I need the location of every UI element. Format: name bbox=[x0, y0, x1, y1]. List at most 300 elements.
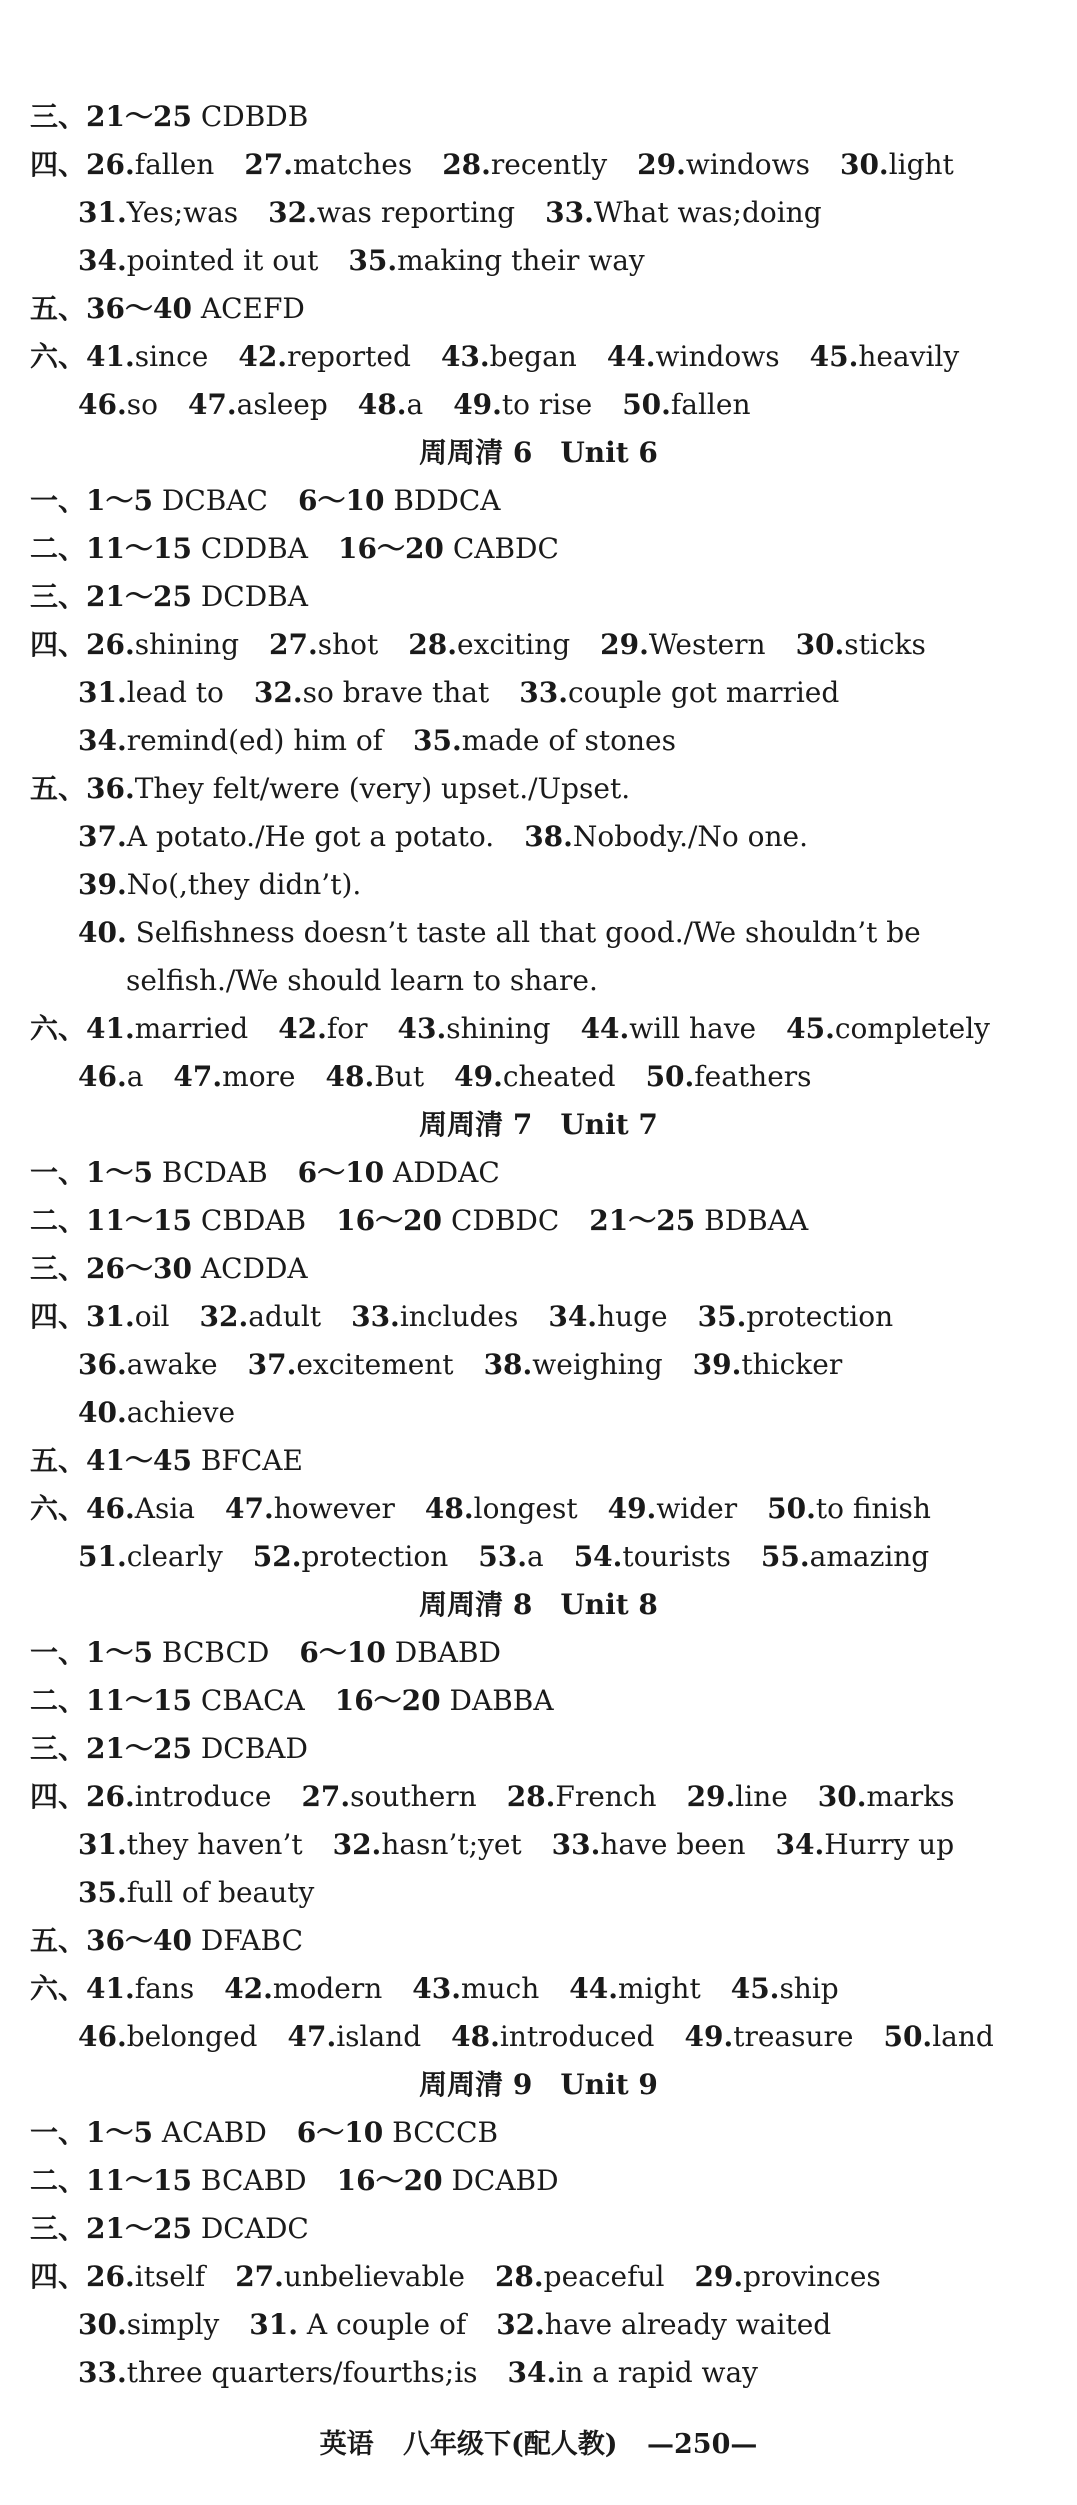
question-number: 33. bbox=[351, 1300, 400, 1333]
section-title: 周周清 7 bbox=[419, 1108, 533, 1141]
section-marker: 四、 bbox=[30, 148, 87, 181]
question-number: 1～5 bbox=[86, 1156, 153, 1189]
answer-item bbox=[287, 2020, 421, 2054]
answer-line bbox=[30, 1252, 308, 1286]
answer-text: tourists bbox=[622, 1540, 731, 1573]
section-heading bbox=[0, 1588, 1077, 1622]
question-number: 6～10 bbox=[297, 484, 385, 517]
answer-item bbox=[637, 148, 810, 182]
answer-item bbox=[268, 196, 515, 230]
section-marker: 一、 bbox=[30, 1636, 87, 1669]
question-number: 39. bbox=[692, 1348, 742, 1381]
question-number: 36. bbox=[86, 772, 135, 805]
answer-item bbox=[86, 1252, 308, 1286]
answer-line bbox=[78, 196, 822, 230]
answer-text: shot bbox=[317, 628, 379, 661]
answer-item bbox=[238, 340, 411, 374]
question-number: 26～30 bbox=[86, 1252, 192, 1285]
answer-item bbox=[451, 2020, 654, 2054]
answer-item bbox=[78, 388, 158, 422]
section-heading bbox=[0, 2068, 1077, 2102]
answer-text: DBABD bbox=[385, 1636, 501, 1669]
answer-text: oil bbox=[134, 1300, 170, 1333]
section-marker: 六、 bbox=[30, 1972, 87, 2005]
section-title: 周周清 9 bbox=[419, 2068, 533, 2101]
answer-text: BDBAA bbox=[695, 1204, 809, 1237]
section-marker: 六、 bbox=[30, 1492, 87, 1525]
question-number: 26. bbox=[86, 148, 135, 181]
question-number: 44. bbox=[569, 1972, 618, 2005]
answer-text: BCABD bbox=[191, 2164, 307, 2197]
section-title: 周周清 8 bbox=[419, 1588, 533, 1621]
answer-text: DCADC bbox=[191, 2212, 309, 2245]
question-number: 31. bbox=[78, 1828, 127, 1861]
answer-text: But bbox=[374, 1060, 425, 1093]
footer-subject: 英语 bbox=[319, 2429, 374, 2460]
answer-line bbox=[30, 772, 630, 806]
answer-line bbox=[30, 2212, 309, 2246]
answer-item bbox=[694, 2260, 880, 2294]
question-number: 49. bbox=[453, 388, 502, 421]
answer-text: achieve bbox=[126, 1396, 236, 1429]
answer-text: French bbox=[555, 1780, 657, 1813]
answer-text: selfish./We should learn to share. bbox=[126, 964, 598, 997]
answer-item bbox=[86, 1972, 194, 2006]
footer-page-number: —250— bbox=[647, 2429, 758, 2460]
answer-item bbox=[78, 244, 318, 278]
question-number: 48. bbox=[424, 1492, 474, 1525]
answer-text: to rise bbox=[501, 388, 593, 421]
answer-item bbox=[786, 1012, 990, 1046]
answer-text: three quarters/fourths;is bbox=[126, 2356, 478, 2389]
answer-text: to finish bbox=[815, 1492, 931, 1525]
answer-text: CABDC bbox=[443, 532, 559, 565]
answer-text: BDDCA bbox=[384, 484, 501, 517]
answer-line bbox=[30, 1492, 931, 1526]
answer-text: feathers bbox=[694, 1060, 812, 1093]
answer-text: windows bbox=[685, 148, 810, 181]
answer-text: pointed it out bbox=[126, 244, 319, 277]
answer-item bbox=[244, 148, 412, 182]
question-number: 1～5 bbox=[86, 2116, 153, 2149]
answer-line bbox=[30, 1012, 990, 1046]
answer-text: wider bbox=[656, 1492, 738, 1525]
question-number: 32. bbox=[268, 196, 317, 229]
question-number: 55. bbox=[760, 1540, 810, 1573]
answer-item bbox=[552, 1828, 746, 1862]
question-number: 37. bbox=[247, 1348, 297, 1381]
question-number: 54. bbox=[573, 1540, 623, 1573]
answer-line bbox=[78, 1876, 314, 1910]
question-number: 21～25 bbox=[589, 1204, 696, 1237]
answer-item bbox=[883, 2020, 993, 2054]
answer-text: itself bbox=[134, 2260, 206, 2293]
answer-text: No(,they didn’t). bbox=[126, 868, 362, 901]
answer-item bbox=[269, 628, 378, 662]
question-number: 11～15 bbox=[86, 532, 192, 565]
answer-item bbox=[698, 1300, 894, 1334]
answer-item bbox=[86, 1444, 303, 1478]
answer-item bbox=[86, 2116, 267, 2150]
section-marker: 四、 bbox=[30, 1780, 87, 1813]
section-marker: 一、 bbox=[30, 484, 87, 517]
answer-item bbox=[225, 1492, 395, 1526]
answer-line bbox=[78, 868, 361, 902]
answer-text: sticks bbox=[844, 628, 926, 661]
answer-item bbox=[78, 916, 921, 950]
answer-text: was reporting bbox=[316, 196, 516, 229]
answer-line bbox=[78, 916, 921, 950]
answer-line bbox=[78, 1348, 842, 1382]
answer-item bbox=[348, 244, 644, 278]
question-number: 30. bbox=[795, 628, 845, 661]
answer-line bbox=[30, 1156, 500, 1190]
answer-text: simply bbox=[126, 2308, 220, 2341]
answer-line bbox=[30, 292, 305, 326]
question-number: 35. bbox=[697, 1300, 747, 1333]
question-number: 48. bbox=[357, 388, 407, 421]
answer-text: unbelievable bbox=[283, 2260, 465, 2293]
answer-text: they haven’t bbox=[126, 1828, 303, 1861]
answer-item bbox=[589, 1204, 808, 1238]
answer-item bbox=[622, 388, 750, 422]
answer-item bbox=[454, 1060, 615, 1094]
question-number: 32. bbox=[199, 1300, 249, 1333]
section-unit: Unit 8 bbox=[560, 1588, 658, 1621]
answer-text: remind(ed) him of bbox=[126, 724, 384, 757]
answer-text: BCDAB bbox=[152, 1156, 268, 1189]
section-marker: 五、 bbox=[30, 292, 87, 325]
answer-item bbox=[646, 1060, 812, 1094]
answer-item bbox=[507, 1780, 657, 1814]
answer-text: have been bbox=[600, 1828, 746, 1861]
question-number: 21～25 bbox=[86, 1732, 192, 1765]
answer-line bbox=[30, 1204, 808, 1238]
answer-item bbox=[86, 1684, 305, 1718]
answer-item bbox=[86, 1732, 308, 1766]
answer-text: weighing bbox=[532, 1348, 663, 1381]
answer-text: excitement bbox=[296, 1348, 454, 1381]
answer-text: DCDBA bbox=[191, 580, 308, 613]
question-number: 6～10 bbox=[296, 2116, 384, 2149]
section-marker: 四、 bbox=[30, 1300, 87, 1333]
answer-item bbox=[254, 676, 489, 710]
answer-item bbox=[200, 1300, 322, 1334]
question-number: 47. bbox=[224, 1492, 274, 1525]
answer-text: might bbox=[618, 1972, 701, 2005]
question-number: 47. bbox=[287, 2020, 337, 2053]
answer-text: hasn’t;yet bbox=[381, 1828, 522, 1861]
section-marker: 四、 bbox=[30, 2260, 87, 2293]
answer-text: exciting bbox=[457, 628, 571, 661]
answer-item bbox=[78, 1348, 218, 1382]
answer-line bbox=[30, 100, 308, 134]
question-number: 43. bbox=[397, 1012, 447, 1045]
answer-item bbox=[86, 484, 268, 518]
answer-text: thicker bbox=[741, 1348, 843, 1381]
answer-item bbox=[412, 1972, 539, 2006]
answer-item bbox=[86, 2212, 309, 2246]
answer-item bbox=[299, 1636, 501, 1670]
answer-item bbox=[333, 1828, 522, 1862]
answer-text: BCCCB bbox=[383, 2116, 499, 2149]
answer-item bbox=[413, 724, 676, 758]
question-number: 32. bbox=[496, 2308, 545, 2341]
answer-item bbox=[248, 1348, 454, 1382]
answer-line bbox=[30, 2260, 881, 2294]
answer-text: DCABD bbox=[442, 2164, 559, 2197]
answer-line bbox=[30, 1636, 501, 1670]
question-number: 42. bbox=[224, 1972, 273, 2005]
answer-line bbox=[126, 964, 598, 998]
question-number: 37. bbox=[78, 820, 127, 853]
answer-text: since bbox=[134, 340, 209, 373]
answer-text: includes bbox=[399, 1300, 519, 1333]
question-number: 41～45 bbox=[86, 1444, 192, 1477]
section-marker: 五、 bbox=[30, 1444, 87, 1477]
answer-line bbox=[78, 2308, 831, 2342]
answer-text: A potato./He got a potato. bbox=[126, 820, 495, 853]
answer-text: land bbox=[932, 2020, 994, 2053]
section-marker: 四、 bbox=[30, 628, 87, 661]
answer-item bbox=[840, 148, 954, 182]
answer-text: BCBCD bbox=[152, 1636, 270, 1669]
answer-item bbox=[78, 1396, 235, 1430]
question-number: 49. bbox=[454, 1060, 503, 1093]
section-marker: 二、 bbox=[30, 2164, 87, 2197]
answer-text: BFCAE bbox=[191, 1444, 303, 1477]
answer-item bbox=[78, 676, 224, 710]
question-number: 29. bbox=[600, 628, 649, 661]
answer-item bbox=[574, 1540, 731, 1574]
answer-item bbox=[253, 1540, 449, 1574]
answer-text: light bbox=[888, 148, 954, 181]
answer-item bbox=[86, 1012, 248, 1046]
question-number: 41. bbox=[86, 340, 135, 373]
answer-item bbox=[818, 1780, 955, 1814]
page-footer bbox=[0, 2428, 1077, 2462]
question-number: 33. bbox=[545, 196, 594, 229]
question-number: 29. bbox=[637, 148, 686, 181]
section-unit: Unit 9 bbox=[560, 2068, 658, 2101]
question-number: 50. bbox=[645, 1060, 695, 1093]
answer-item bbox=[776, 1828, 955, 1862]
section-unit: Unit 7 bbox=[560, 1108, 658, 1141]
answer-text: longest bbox=[473, 1492, 578, 1525]
question-number: 50. bbox=[767, 1492, 816, 1525]
answer-item bbox=[86, 340, 208, 374]
question-number: 31. bbox=[249, 2308, 299, 2341]
question-number: 30. bbox=[817, 1780, 867, 1813]
answer-line bbox=[30, 580, 308, 614]
answer-item bbox=[78, 2356, 478, 2390]
answer-text: ADDAC bbox=[384, 1156, 500, 1189]
answer-text: Western bbox=[648, 628, 766, 661]
question-number: 51. bbox=[78, 1540, 127, 1573]
answer-text: shining bbox=[446, 1012, 551, 1045]
question-number: 21～25 bbox=[86, 2212, 192, 2245]
section-marker: 六、 bbox=[30, 1012, 87, 1045]
question-number: 1～5 bbox=[86, 1636, 153, 1669]
answer-item bbox=[326, 1060, 425, 1094]
answer-item bbox=[173, 1060, 295, 1094]
answer-item bbox=[767, 1492, 931, 1526]
answer-text: so bbox=[126, 388, 158, 421]
question-number: 45. bbox=[786, 1012, 835, 1045]
answer-text: ACDDA bbox=[191, 1252, 308, 1285]
question-number: 16～20 bbox=[336, 1204, 443, 1237]
question-number: 48. bbox=[451, 2020, 500, 2053]
answer-item bbox=[86, 628, 239, 662]
question-number: 33. bbox=[78, 2356, 127, 2389]
answer-item bbox=[78, 1876, 314, 1910]
answer-item bbox=[298, 1156, 500, 1190]
question-number: 41. bbox=[86, 1012, 135, 1045]
answer-text: What was;doing bbox=[593, 196, 822, 229]
answer-item bbox=[496, 2308, 831, 2342]
answer-line bbox=[30, 1924, 303, 1958]
answer-item bbox=[336, 1204, 559, 1238]
answer-text: ACEFD bbox=[191, 292, 305, 325]
answer-item bbox=[301, 1780, 476, 1814]
answer-text: heavily bbox=[858, 340, 960, 373]
answer-text: much bbox=[460, 1972, 540, 2005]
question-number: 44. bbox=[580, 1012, 630, 1045]
question-number: 21～25 bbox=[86, 100, 192, 133]
answer-item bbox=[78, 868, 361, 902]
question-number: 28. bbox=[442, 148, 491, 181]
answer-text: windows bbox=[655, 340, 780, 373]
question-number: 21～25 bbox=[86, 580, 192, 613]
answer-item bbox=[297, 2116, 498, 2150]
section-marker: 三、 bbox=[30, 2212, 87, 2245]
answer-item bbox=[78, 1060, 143, 1094]
answer-item bbox=[86, 2164, 307, 2198]
answer-item bbox=[78, 820, 494, 854]
question-number: 40. bbox=[78, 916, 127, 949]
section-heading bbox=[0, 436, 1077, 470]
question-number: 38. bbox=[483, 1348, 533, 1381]
answer-text: a bbox=[527, 1540, 544, 1573]
answer-text: cheated bbox=[502, 1060, 616, 1093]
answer-text: asleep bbox=[236, 388, 328, 421]
question-number: 35. bbox=[348, 244, 398, 277]
answer-item bbox=[545, 196, 822, 230]
section-marker: 三、 bbox=[30, 1252, 87, 1285]
answer-text: awake bbox=[126, 1348, 218, 1381]
question-number: 44. bbox=[606, 340, 656, 373]
answer-item bbox=[298, 484, 500, 518]
answer-text: completely bbox=[834, 1012, 990, 1045]
question-number: 41. bbox=[86, 1972, 135, 2005]
answer-text: DCBAC bbox=[152, 484, 268, 517]
answer-text: recently bbox=[490, 148, 608, 181]
question-number: 46. bbox=[78, 388, 127, 421]
answer-line bbox=[30, 484, 500, 518]
answer-text: shining bbox=[134, 628, 240, 661]
question-number: 26. bbox=[86, 1780, 135, 1813]
question-number: 31. bbox=[78, 676, 127, 709]
answer-line bbox=[78, 244, 645, 278]
section-marker: 五、 bbox=[30, 1924, 87, 1957]
answer-line bbox=[78, 1060, 812, 1094]
question-number: 50. bbox=[622, 388, 671, 421]
answer-text: provinces bbox=[743, 2260, 881, 2293]
question-number: 30. bbox=[839, 148, 889, 181]
answer-text: DFABC bbox=[191, 1924, 304, 1957]
answer-line bbox=[30, 2116, 498, 2150]
question-number: 1～5 bbox=[86, 484, 153, 517]
question-number: 16～20 bbox=[337, 532, 444, 565]
answer-item bbox=[86, 532, 308, 566]
question-number: 35. bbox=[78, 1876, 127, 1909]
answer-item bbox=[86, 1780, 271, 1814]
question-number: 49. bbox=[607, 1492, 657, 1525]
question-number: 33. bbox=[551, 1828, 601, 1861]
answer-item bbox=[249, 2308, 466, 2342]
question-number: 47. bbox=[173, 1060, 223, 1093]
answer-text: more bbox=[222, 1060, 296, 1093]
answer-text: line bbox=[735, 1780, 788, 1813]
answer-item bbox=[607, 340, 780, 374]
answer-line bbox=[30, 628, 926, 662]
answer-item bbox=[548, 1300, 667, 1334]
question-number: 42. bbox=[278, 1012, 327, 1045]
question-number: 49. bbox=[684, 2020, 734, 2053]
answer-item bbox=[78, 724, 383, 758]
section-marker: 二、 bbox=[30, 1204, 87, 1237]
section-marker: 三、 bbox=[30, 100, 87, 133]
question-number: 16～20 bbox=[334, 1684, 441, 1717]
answer-text: introduced bbox=[499, 2020, 655, 2053]
answer-text: ship bbox=[779, 1972, 839, 2005]
answer-text: have already waited bbox=[544, 2308, 832, 2341]
answer-text: island bbox=[336, 2020, 422, 2053]
answer-item bbox=[398, 1012, 551, 1046]
question-number: 16～20 bbox=[336, 2164, 443, 2197]
question-number: 43. bbox=[412, 1972, 461, 2005]
answer-item bbox=[78, 1828, 303, 1862]
question-number: 31. bbox=[78, 196, 127, 229]
question-number: 45. bbox=[730, 1972, 780, 2005]
answer-text: fallen bbox=[670, 388, 751, 421]
answer-item bbox=[810, 340, 960, 374]
answer-line bbox=[30, 532, 559, 566]
answer-text: A couple of bbox=[298, 2308, 467, 2341]
question-number: 34. bbox=[775, 1828, 825, 1861]
section-marker: 二、 bbox=[30, 1684, 87, 1717]
answer-text: fallen bbox=[134, 148, 215, 181]
answer-item bbox=[408, 628, 570, 662]
answer-item bbox=[338, 532, 559, 566]
answer-item bbox=[86, 292, 305, 326]
answer-item bbox=[693, 1348, 843, 1382]
answer-item bbox=[453, 388, 592, 422]
answer-item bbox=[188, 388, 328, 422]
answer-item bbox=[86, 1156, 268, 1190]
answer-line bbox=[78, 2020, 994, 2054]
answer-item bbox=[731, 1972, 839, 2006]
answer-item bbox=[351, 1300, 518, 1334]
answer-line bbox=[30, 1972, 839, 2006]
answer-item bbox=[86, 148, 214, 182]
answer-item bbox=[425, 1492, 578, 1526]
answer-text: Selfishness doesn’t taste all that good./We shouldn’t be bbox=[126, 916, 921, 949]
answer-text: CDDBA bbox=[191, 532, 308, 565]
answer-text: CBACA bbox=[191, 1684, 305, 1717]
question-number: 28. bbox=[506, 1780, 556, 1813]
answer-line bbox=[30, 148, 954, 182]
